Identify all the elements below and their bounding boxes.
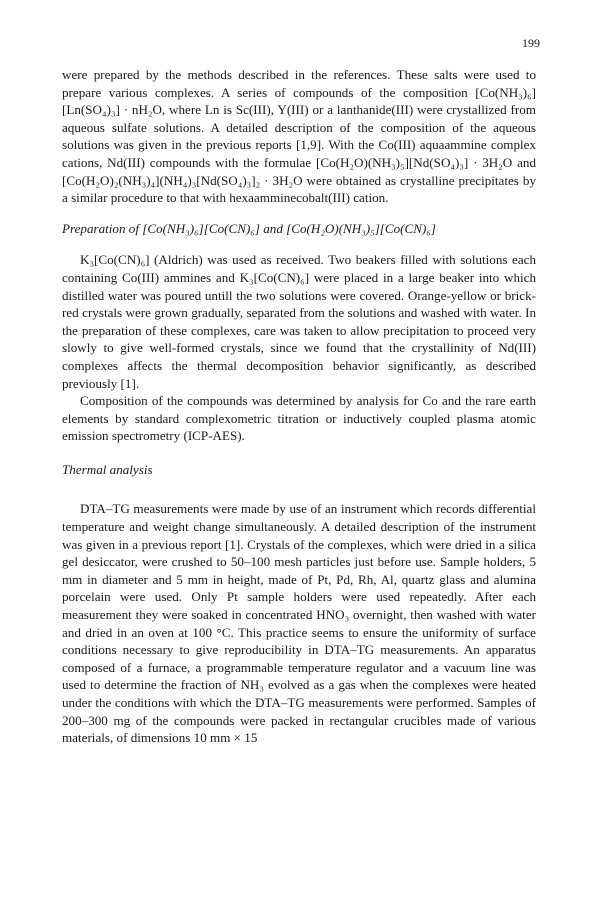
paragraph-analysis: Composition of the compounds was determined by analysis for Co and the rare earth elements by standard complexometric titration or inductively coupled plasma atomic emission spectrometry (ICP-AES). [62, 393, 536, 444]
section-heading-thermal: Thermal analysis [62, 461, 153, 477]
section-heading-preparation: Preparation of [Co(NH₃)₆][Co(CN)₆] and [Co(H₂O)(NH₃)₅][Co(CN)₆] [62, 220, 437, 236]
paragraph-preparation: K₃[Co(CN)₆] (Aldrich) was used as received. Two beakers filled with solutions each containing Co(III) ammines and K₃[Co(CN)₆] were placed in a large beaker into which distilled water was poured untill the two solutions were covered. Orange-yellow or brick-red crystals were grown gradually, separated from the solutions and washed with water. In the preparation of these complexes, care was taken to allow precipitation to proceed very slowly to give well-formed crystals, since we found that the crystallinity of Nd(III) complexes affects the thermal decomposition behavior significantly, as described previously [1]. [62, 252, 536, 391]
paragraph-dta-tg: DTA–TG measurements were made by use of an instrument which records differential temperature and weight change simultaneously. A detailed description of the instrument was given in a previous report [1]. Crystals of the complexes, which were dried in a silica gel desiccator, were crushed to 50–100 mesh particles just before use. Sample holders, 5 mm in diameter and 5 mm in height, made of Pt, Pd, Rh, Al, quartz glass and alumina porcelain were used. Only Pt sample holders were used repeatedly. After each measurement they were soaked in concentrated HNO₃ overnight, then washed with water and dried in an oven at 100 °C. This practice seems to ensure the uniformity of surface conditions necessary to give reproducibility in DTA–TG measurements. An apparatus composed of a furnace, a programmable temperature regulator and a vacuum line was used to determine the fraction of NH₃ evolved as a gas when the complexes were heated under the conditions with which the DTA–TG measurements were performed. Samples of 200–300 mg of the compounds were packed in rectangular crucibles made of various materials, of dimensions 10 mm × 15 [62, 501, 536, 746]
paragraph-composition: were prepared by the methods described in the references. These salts were used to prepare various complexes. A series of compounds of the composition [Co(NH₃)₆][Ln(SO₄)₃] · nH₂O, where Ln is Sc(III), Y(III) or a lanthanide(III) were crystallized from aqueous sulfate solutions. A detailed description of the composition of the aqueous solutions was given in the previous reports [1,9]. With the Co(III) aquaammine complex cations, Nd(III) compounds with the formulae [Co(H₂O)(NH₃)₅][Nd(SO₄)₃] · 3H₂O and [Co(H₂O)₂(NH₃)₄](NH₄)₃[Nd(SO₄)₃]₂ · 3H₂O were obtained as crystalline precipitates by a similar procedure to that with hexaamminecobalt(III) cation. [62, 67, 536, 206]
page-number: 199 [522, 36, 540, 50]
page-body [62, 66, 536, 747]
